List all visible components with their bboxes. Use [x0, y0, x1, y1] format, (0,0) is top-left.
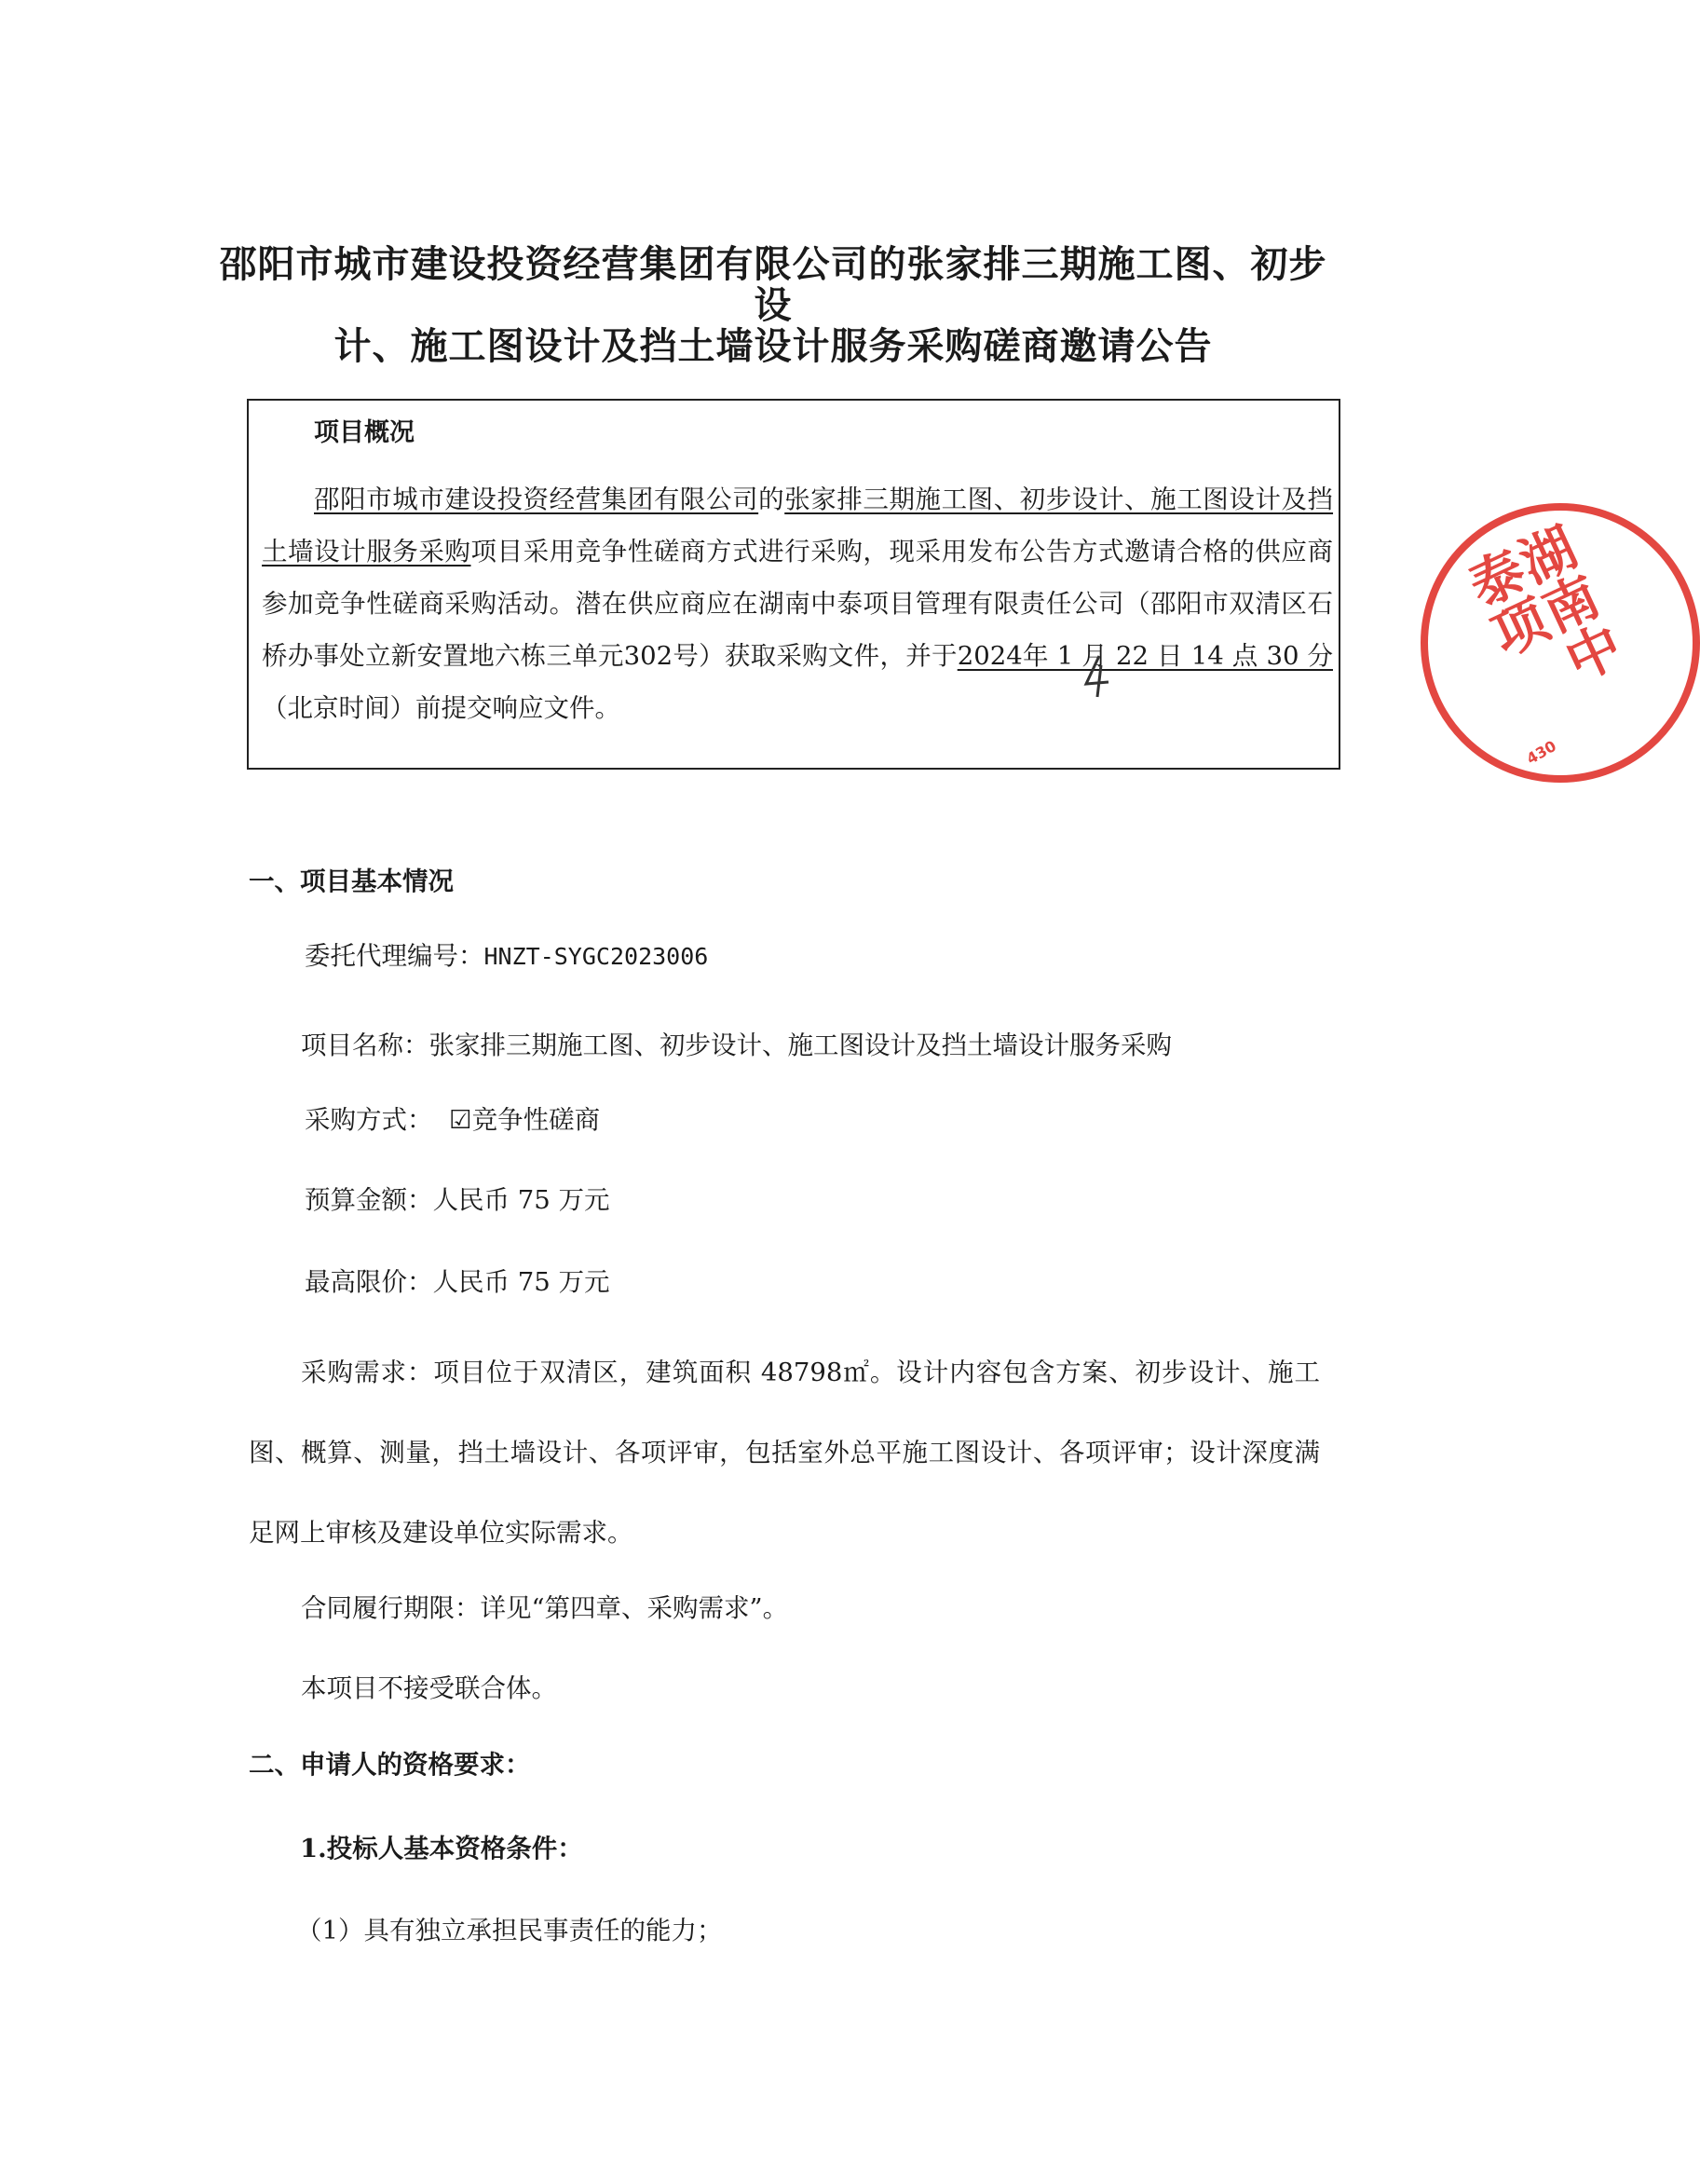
agency-number-label: 委托代理编号：: [305, 941, 484, 971]
project-name-value: 张家排三期施工图、初步设计、施工图设计及挡土墙设计服务采购: [428, 1031, 1172, 1060]
contract-period: 合同履行期限：详见“第四章、采购需求”。: [301, 1593, 789, 1623]
seal-number: 430: [1523, 736, 1559, 769]
overview-text-2: （北京时间）前提交响应文件。: [262, 693, 620, 723]
handwritten-correction: [1081, 652, 1112, 699]
seal-text: 湖南中泰项: [1452, 517, 1629, 692]
max-price-label: 最高限价：: [305, 1267, 433, 1297]
budget-row: [305, 1183, 609, 1217]
overview-text-1: 项目采用竞争性磋商方式进行采购，现采用发布公告方式邀请合格的供应商参加竞争性磋商采购活动。潜在供应商应在湖南中泰项目管理有限责任公司（邵阳市双清区石桥办事处立新安置地六栋三单元302号）获取采购文件，并于: [262, 537, 1333, 671]
consortium-note: 本项目不接受联合体。: [301, 1673, 557, 1703]
checked-box-icon: ☑: [448, 1105, 472, 1135]
document-title-line-2: 计、施工图设计及挡土墙设计服务采购磋商邀请公告: [333, 324, 1213, 368]
procurement-method-value: 竞争性磋商: [471, 1105, 601, 1135]
max-price-row: [305, 1265, 609, 1299]
project-name-label: 项目名称：: [301, 1031, 429, 1060]
submission-deadline: 2024年 1 月 22 日 14 点 30 分: [957, 641, 1333, 671]
max-price-value: 人民币 75 万元: [432, 1267, 610, 1297]
overview-connector: 的: [758, 485, 785, 514]
section-1-heading: 一、项目基本情况: [249, 867, 454, 896]
overview-project-name: 张家排三期施工图、初步设计、施工图设计及挡土墙设计服务采购: [262, 485, 1334, 566]
project-overview-box: [247, 399, 1340, 770]
overview-heading: 项目概况: [314, 418, 415, 447]
purchaser-name: 邵阳市城市建设投资经营集团有限公司: [314, 485, 759, 514]
document-title-line-1: 邵阳市城市建设投资经营集团有限公司的张家排三期施工图、初步设: [219, 242, 1327, 327]
company-seal-stamp: [1421, 503, 1700, 783]
overview-body: [262, 473, 1333, 734]
qualification-item-1: （1）具有独立承担民事责任的能力；: [296, 1916, 723, 1945]
agency-number-value: HNZT-SYGC2023006: [483, 943, 709, 970]
budget-value: 人民币 75 万元: [432, 1185, 610, 1215]
agency-number-row: [305, 939, 708, 974]
basic-qualification-heading: 1.投标人基本资格条件：: [300, 1834, 583, 1863]
project-name-row: [301, 1029, 1172, 1062]
budget-label: 预算金额：: [305, 1185, 433, 1215]
procurement-method-label: 采购方式：: [305, 1105, 433, 1135]
procurement-method-row: [305, 1103, 600, 1137]
section-2-heading: 二、申请人的资格要求：: [249, 1750, 531, 1780]
requirements-paragraph: 采购需求：项目位于双清区，建筑面积 48798㎡。设计内容包含方案、初步设计、施工图、概算、测量，挡土墙设计、各项评审，包括室外总平施工图设计、各项评审；设计深度满足网上审核及建设单位实际需求。: [249, 1358, 1320, 1548]
